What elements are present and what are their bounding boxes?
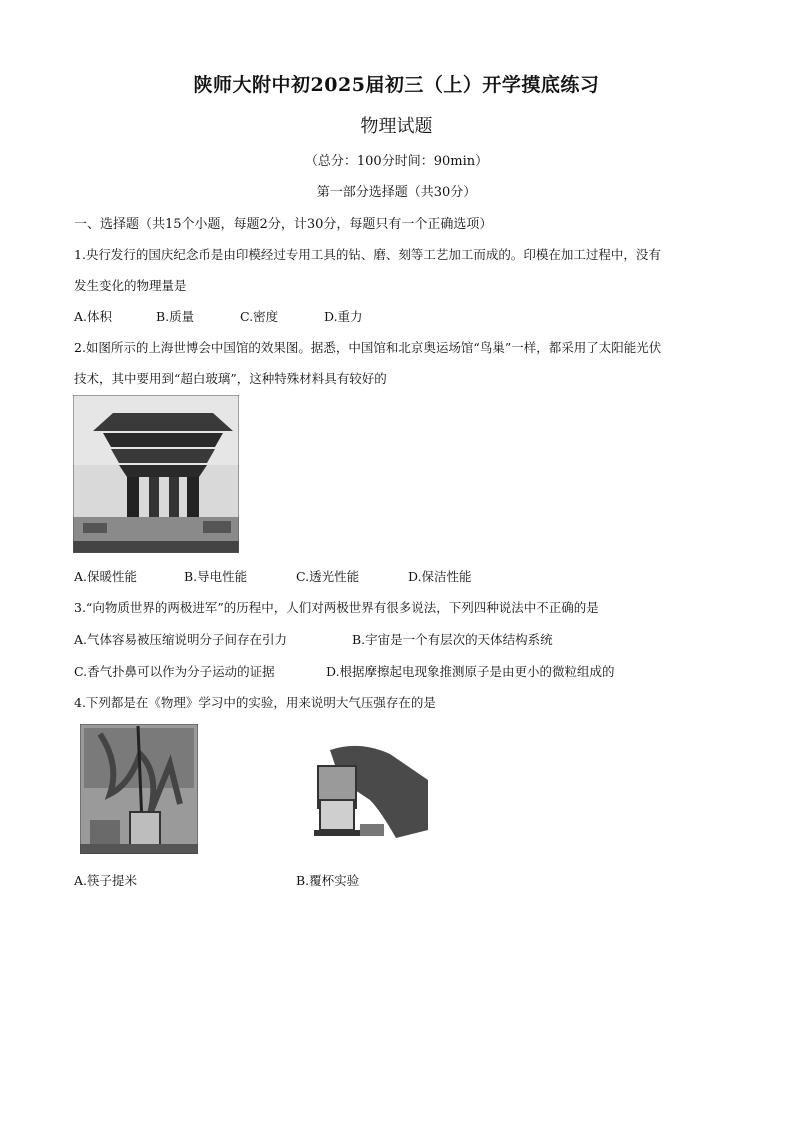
question-3-option-b: B.宇宙是一个有层次的天体结构系统 (352, 632, 553, 647)
exam-meta: （总分：100分时间：90min） (304, 154, 489, 169)
question-1-option-a: A.体积 (74, 309, 113, 324)
question-2-option-d: D.保洁性能 (408, 569, 472, 584)
question-4-option-a: A.筷子提米 (74, 873, 138, 888)
china-pavilion-image (73, 395, 239, 553)
question-1-option-d: D.重力 (324, 309, 363, 324)
question-2-option-b: B.导电性能 (184, 569, 248, 584)
question-4-stem: 4.下列都是在《物理》学习中的实验，用来说明大气压强存在的是 (74, 695, 436, 710)
inverted-cup-image (300, 740, 430, 852)
question-1-stem-line-2: 发生变化的物理量是 (74, 278, 187, 293)
chopsticks-rice-image (80, 724, 198, 854)
question-4-option-b: B.覆杯实验 (296, 873, 360, 888)
question-2-option-a: A.保暖性能 (74, 569, 138, 584)
question-3-option-c: C.香气扑鼻可以作为分子运动的证据 (74, 664, 275, 679)
question-2-stem-line-1: 2.如图所示的上海世博会中国馆的效果图。据悉，中国馆和北京奥运场馆“鸟巢”一样，都采用了太阳能光伏 (74, 340, 662, 355)
china-pavilion-figure (73, 395, 239, 553)
question-1-stem-line-1: 1.央行发行的国庆纪念币是由印模经过专用工具的钻、磨、刻等工艺加工而成的。印模在加工过程中，没有 (74, 247, 661, 262)
question-1-option-b: B.质量 (156, 309, 195, 324)
question-2-stem-line-2: 技术，其中要用到“超白玻璃”，这种特殊材料具有较好的 (74, 371, 387, 386)
question-2-option-c: C.透光性能 (296, 569, 360, 584)
exam-title: 陕师大附中初2025届初三（上）开学摸底练习 (193, 74, 600, 96)
question-3-option-d: D.根据摩擦起电现象推测原子是由更小的微粒组成的 (326, 664, 615, 679)
subject-title: 物理试题 (360, 116, 433, 137)
question-3-stem: 3.“向物质世界的两极进军”的历程中，人们对两极世界有很多说法，下列四种说法中不正确的是 (74, 600, 599, 615)
instructions: 一、选择题（共15个小题，每题2分，计30分，每题只有一个正确选项） (74, 217, 493, 232)
question-3-option-a: A.气体容易被压缩说明分子间存在引力 (74, 632, 288, 647)
chopsticks-figure (80, 724, 198, 854)
question-1-option-c: C.密度 (240, 309, 279, 324)
cup-figure (300, 740, 430, 852)
section-heading: 第一部分选择题（共30分） (316, 185, 477, 200)
